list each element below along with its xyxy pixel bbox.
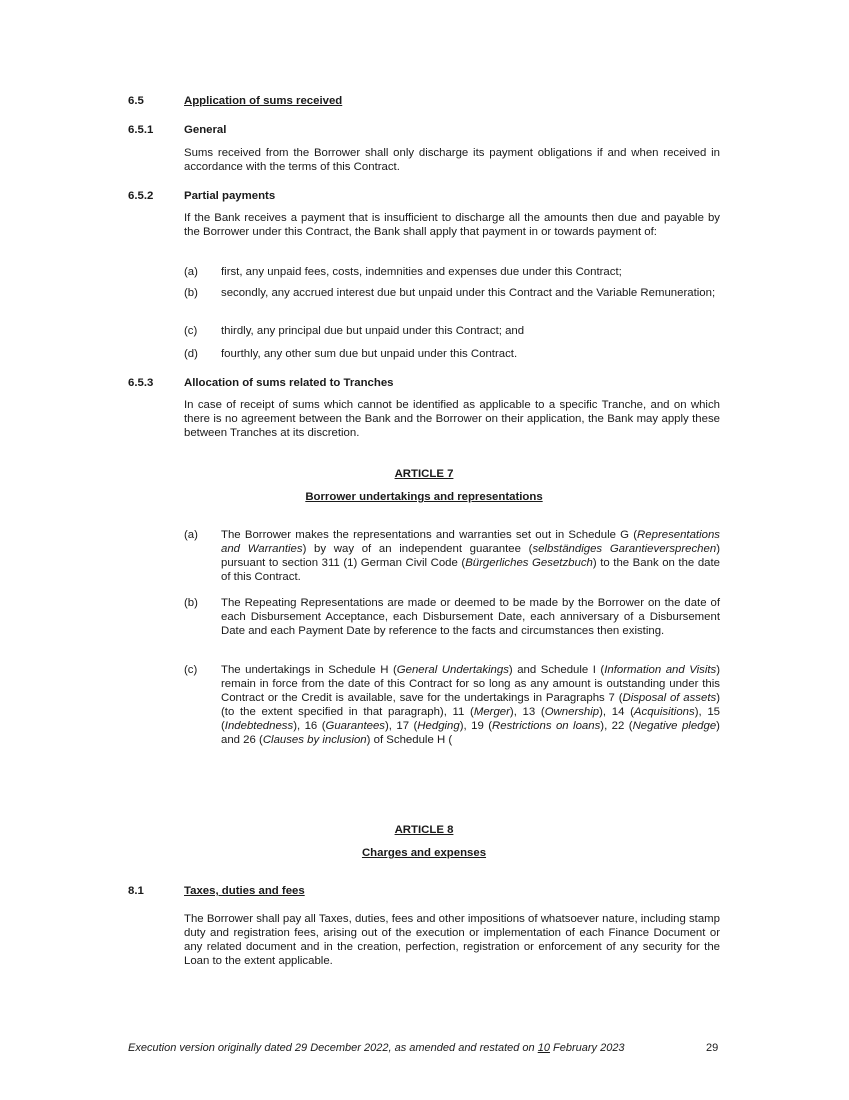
- article-7-title: Borrower undertakings and representations: [305, 491, 543, 503]
- list-item-marker: (a): [184, 266, 198, 278]
- list-item-marker: (d): [184, 348, 198, 360]
- list-item-text: thirdly, any principal due but unpaid under this Contract; and: [221, 325, 525, 337]
- list-item-marker: (a): [184, 529, 198, 541]
- list-item-marker: (c): [184, 325, 198, 337]
- section-8-1-number: 8.1: [128, 885, 144, 897]
- section-6-5-2-text: If the Bank receives a payment that is insufficient to discharge all the amounts then due and payable by the Borrower under this Contract, the Bank shall apply that payment in or towards payment of:: [184, 212, 720, 238]
- list-item-marker: (c): [184, 664, 198, 676]
- article-8-title: Charges and expenses: [361, 847, 487, 859]
- section-6-5-3-text: In case of receipt of sums which cannot be identified as applicable to a specific Tranche, and on which there is no agreement between the Bank and the Borrower on their application, the Bank may apply these between Tranches at its discretion.: [184, 399, 720, 439]
- page-number: 29: [706, 1042, 719, 1054]
- section-6-5-3-title: Allocation of sums related to Tranches: [184, 377, 394, 389]
- section-8-1-title: Taxes, duties and fees: [184, 885, 305, 897]
- section-6-5-3-number: 6.5.3: [128, 377, 154, 389]
- section-6-5-1-text: Sums received from the Borrower shall only discharge its payment obligations if and when received in accordance with the terms of this Contract.: [184, 147, 720, 173]
- section-6-5-title: Application of sums received: [184, 95, 343, 107]
- article-7-label: ARTICLE 7: [394, 468, 454, 480]
- list-item-text: fourthly, any other sum due but unpaid under this Contract.: [221, 348, 518, 360]
- section-6-5-1-title: General: [184, 124, 227, 136]
- list-item-marker: (b): [184, 287, 198, 299]
- article-8-label: ARTICLE 8: [394, 824, 454, 836]
- section-6-5-number: 6.5: [128, 95, 144, 107]
- article-7-item-b: The Repeating Representations are made or deemed to be made by the Borrower on the date of each Disbursement Acceptance, each Disbursement Date, each anniversary of a Disbursement Date and each Payment Date by reference to the facts and circumstances then existing.: [221, 597, 720, 637]
- section-6-5-2-title: Partial payments: [184, 190, 276, 202]
- footer-day: 10: [537, 1042, 550, 1054]
- article-7-item-c: The undertakings in Schedule H (General Undertakings) and Schedule I (Information and Visits) remain in force from the date of this Contract for so long as any amount is outstanding under this Contract or the Credit is available, save for the undertakings in Paragraphs 7 (Disposal of assets) (to the extent specified in that paragraph), 11 (Merger), 13 (Ownership), 14 (Acquisitions), 15 (Indebtedness), 16 (Guarantees), 17 (Hedging), 19 (Restrictions on loans), 22 (Negative pledge) and 26 (Clauses by inclusion) of Schedule H (: [221, 664, 721, 746]
- list-item-text: first, any unpaid fees, costs, indemnities and expenses due under this Contract;: [221, 266, 622, 278]
- footer-text: Execution version originally dated 29 December 2022, as amended and restated on 10 February 2023: [128, 1042, 625, 1054]
- section-6-5-1-number: 6.5.1: [128, 124, 154, 136]
- list-item-marker: (b): [184, 597, 198, 609]
- list-item-text: secondly, any accrued interest due but unpaid under this Contract and the Variable Remuneration;: [221, 287, 716, 299]
- article-7-item-a: The Borrower makes the representations and warranties set out in Schedule G (Representations and Warranties) by way of an independent guarantee (selbständiges Garantieversprechen) pursuant to section 311 (1) German Civil Code (Bürgerliches Gesetzbuch) to the Bank on the date of this Contract.: [221, 529, 720, 583]
- section-6-5-2-number: 6.5.2: [128, 190, 154, 202]
- section-8-1-text: The Borrower shall pay all Taxes, duties, fees and other impositions of whatsoever nature, including stamp duty and registration fees, arising out of the execution or implementation of each Finance Document or any related document and in the creation, perfection, registration or enforcement of any security for the Loan to the extent applicable.: [184, 913, 720, 967]
